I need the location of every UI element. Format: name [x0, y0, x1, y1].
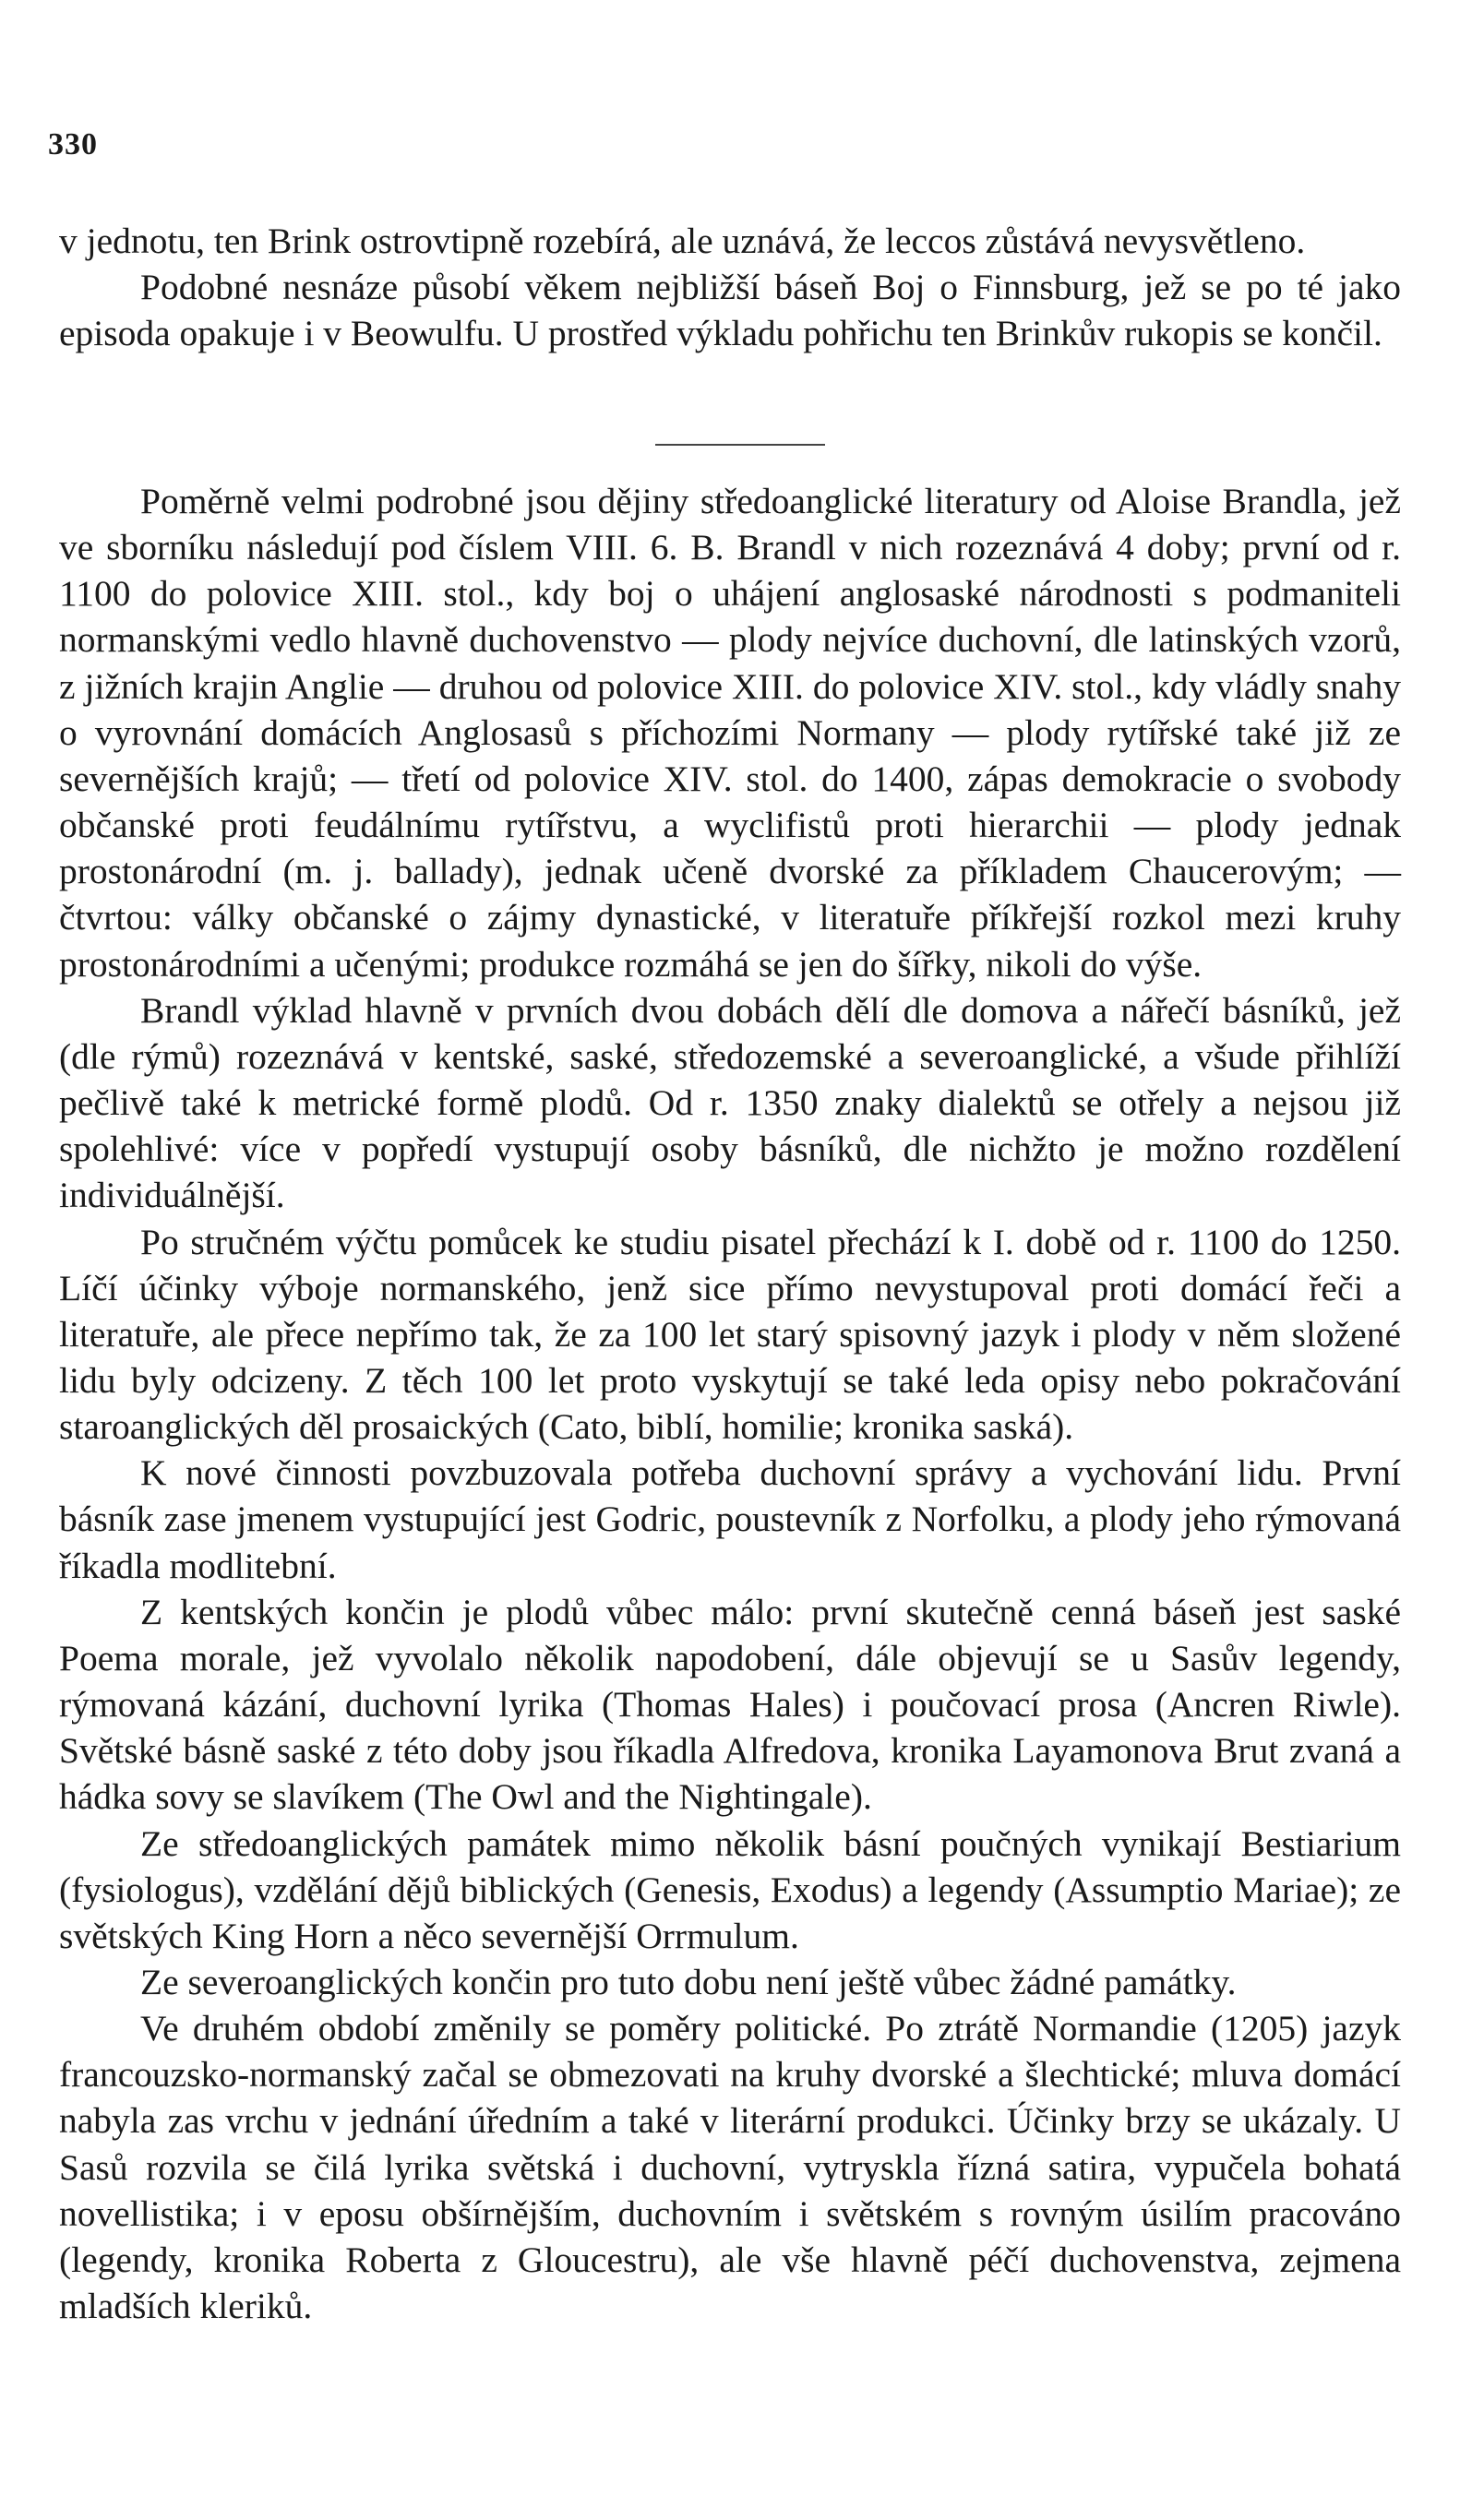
section-divider: [655, 444, 825, 446]
paragraph: Z kentských končin je plodů vůbec málo: první skutečně cenná báseň jest saské Poema morale, jež vyvolalo několik napodobení, dále objevují se u Sasův legendy, rýmovaná kázání, duchovní lyrika (Thomas Hales) i poučovací prosa (Ancren Riwle). Světské básně saské z této doby jsou říkadla Alfredova, kronika Layamonova Brut zvaná a hádka sovy se slavíkem (The Owl and the Nightingale).: [59, 1591, 1401, 1818]
paragraph: K nové činnosti povzbuzovala potřeba duchovní správy a vychování lidu. První básník zase jmenem vystupující jest Godric, poustevník z Norfolku, a plody jeho rýmovaná říkadla modlitební.: [59, 1452, 1401, 1586]
paragraph: Ze středoanglických památek mimo několik básní poučných vynikají Bestiarium (fysiologus), vzdělání dějů biblických (Genesis, Exodus) a legendy (Assumptio Mariae); ze světských King Horn a něco severnější Orrmulum.: [59, 1822, 1401, 1956]
paragraph: Podobné nesnáze působí věkem nejbližší báseň Boj o Finnsburg, jež se po té jako episoda opakuje i v Beowulfu. U prostřed výkladu pohřichu ten Brinkův rukopis se končil.: [59, 267, 1401, 354]
intro-text-block: [59, 218, 1401, 356]
paragraph: Ve druhém období změnily se poměry politické. Po ztrátě Normandie (1205) jazyk francouzsko-normanský začal se obmezovati na kruhy dvorské a šlechtické; mluva domácí nabyla zas vrchu v jednání úředním a také v literární produkci. Účinky brzy se ukázaly. U Sasů rozvila se čilá lyrika světská i duchovní, vytryskla řízná satira, vypučela bohatá novellistika; i v eposu obšírnějším, duchovním i světském s rovným úsilím pracováno (legendy, kronika Roberta z Gloucestru), ale vše hlavně péčí duchovenstva, zejmena mladších kleriků.: [59, 2008, 1401, 2327]
page-number: 330: [48, 127, 98, 161]
paragraph: Ze severoanglických končin pro tuto dobu není ještě vůbec žádné památky.: [140, 1962, 1237, 2002]
main-text-block: [59, 478, 1401, 2329]
paragraph: Po stručném výčtu pomůcek ke studiu pisatel přechází k I. době od r. 1100 do 1250. Líčí účinky výboje normanského, jenž sice přímo nevystupoval proti domácí řeči a literatuře, ale přece nepřímo tak, že za 100 let starý spisovný jazyk i plody v něm složené lidu byly odcizeny. Z těch 100 let proto vyskytují se také leda opisy nebo pokračování staroanglických děl prosaických (Cato, biblí, homilie; kronika saská).: [59, 1221, 1401, 1448]
paragraph: Poměrně velmi podrobné jsou dějiny středoanglické literatury od Aloise Brandla, jež ve sborníku následují pod číslem VIII. 6. B. Brandl v nich rozeznává 4 doby; první od r. 1100 do polovice XIII. stol., kdy boj o uhájení anglosaské národnosti s podmaniteli normanskými vedlo hlavně duchovenstvo — plody nejvíce duchovní, dle latinských vzorů, z jižních krajin Anglie — druhou od polovice XIII. do polovice XIV. stol., kdy vládly snahy o vyrovnání domácích Anglosasů s příchozími Normany — plody rytířské také již ze severnějších krajů; — třetí od polovice XIV. stol. do 1400, zápas demokracie o svobody občanské proti feudálnímu rytířstvu, a wyclifistů proti hierarchii — plody jednak prostonárodní (m. j. ballady), jednak učeně dvorské za příkladem Chaucerovým; — čtvrtou: války občanské o zájmy dynastické, v literatuře příkřejší rozkol mezi kruhy prostonárodními a učenými; produkce rozmáhá se jen do šířky, nikoli do výše.: [59, 481, 1401, 985]
paragraph: Brandl výklad hlavně v prvních dvou dobách dělí dle domova a nářečí básníků, jež (dle rýmů) rozeznává v kentské, saské, středozemské a severoanglické, a všude přihlíží pečlivě také k metrické formě plodů. Od r. 1350 znaky dialektů se otřely a nejsou již spolehlivé: více v popředí vystupují osoby básníků, dle nichžto je možno rozdělení individuálnější.: [59, 989, 1401, 1216]
paragraph: v jednotu, ten Brink ostrovtipně rozebírá, ale uznává, že leccos zůstává nevysvětleno.: [59, 221, 1306, 261]
